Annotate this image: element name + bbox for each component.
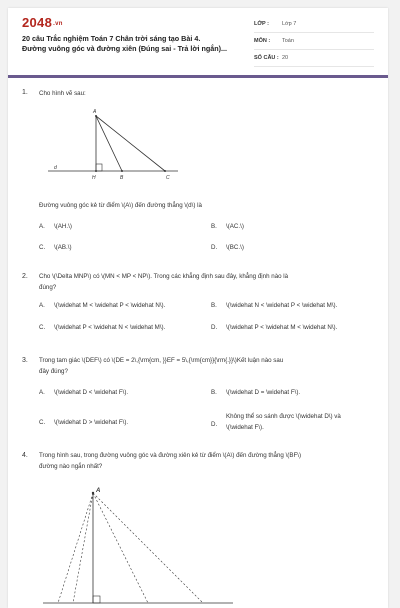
option-c-letter[interactable]: C. bbox=[39, 324, 46, 331]
option-d-text-line2[interactable]: \(\widehat F\). bbox=[226, 424, 264, 431]
right-angle-mark bbox=[96, 164, 102, 171]
option-a-letter[interactable]: A. bbox=[39, 302, 45, 309]
option-d-letter[interactable]: D. bbox=[211, 324, 218, 331]
question-text-line1: Cho \(\Delta MNP\) có \(MN < MP < NP\). Trong các khẳng định sau đây, khẳng định nào là bbox=[39, 273, 289, 280]
meta-key-class: LỚP : bbox=[254, 21, 269, 27]
question-text-line1: Trong tam giác \(DEF\) có \(DE = 2\,{\rm{cm, }}EF = 5\,{\rm{cm}}{\rm{.}}\)Kết luận nào sau bbox=[39, 357, 284, 364]
segment-AB bbox=[58, 493, 93, 603]
question-number: 2. bbox=[22, 273, 28, 280]
document-title-line1: 20 câu Trắc nghiệm Toán 7 Chân trời sáng tạo Bài 4. bbox=[22, 34, 201, 43]
option-b-letter[interactable]: B. bbox=[211, 389, 217, 396]
point-H bbox=[95, 170, 97, 172]
point-A bbox=[95, 115, 97, 117]
meta-value-class: Lớp 7 bbox=[282, 21, 297, 27]
point-B bbox=[121, 170, 123, 172]
segment-AC bbox=[73, 493, 93, 603]
figure-q4 bbox=[38, 483, 238, 608]
meta-value-subject: Toán bbox=[282, 38, 294, 44]
document-meta bbox=[254, 16, 374, 67]
question-number: 4. bbox=[22, 452, 28, 459]
logo-suffix: .vn bbox=[53, 20, 63, 27]
option-b-letter[interactable]: B. bbox=[211, 302, 217, 309]
option-d-text-line1[interactable]: Không thể so sánh được \(\widehat D\) và bbox=[226, 413, 341, 420]
option-b-text[interactable]: \(AC.\) bbox=[226, 223, 244, 230]
option-c-letter[interactable]: C. bbox=[39, 244, 46, 251]
logo-text: 2048 bbox=[22, 15, 53, 30]
option-c-letter[interactable]: C. bbox=[39, 419, 46, 426]
question-text-line1: Trong hình sau, trong đường vuông góc và đường xiên kẻ từ điểm \(A\) đến đường thẳng \(BF\) bbox=[39, 452, 302, 459]
option-b-text[interactable]: \(\widehat N < \widehat P < \widehat M\). bbox=[226, 302, 338, 309]
meta-value-count: 20 bbox=[282, 55, 289, 61]
question-text-line2: đúng? bbox=[39, 284, 57, 291]
meta-row-subject bbox=[254, 33, 374, 50]
option-d-text[interactable]: \(\widehat P < \widehat M < \widehat N\). bbox=[226, 324, 338, 331]
document-title-line2: Đường vuông góc và đường xiên (Đúng sai - Trả lời ngắn)... bbox=[22, 44, 228, 53]
question-number: 3. bbox=[22, 357, 28, 364]
header-divider bbox=[8, 75, 388, 78]
option-a-letter[interactable]: A. bbox=[39, 389, 45, 396]
option-b-text[interactable]: \(\widehat D = \widehat F\). bbox=[226, 389, 301, 396]
option-d-letter[interactable]: D. bbox=[211, 421, 218, 428]
option-b-letter[interactable]: B. bbox=[211, 223, 217, 230]
question-statement: Đường vuông góc kẻ từ điểm \(A\) đến đường thẳng \(d\) là bbox=[39, 202, 202, 209]
option-c-text[interactable]: \(AB.\) bbox=[54, 244, 72, 251]
point-C bbox=[164, 170, 166, 172]
option-a-text[interactable]: \(\widehat M < \widehat P < \widehat N\). bbox=[54, 302, 166, 309]
option-c-text[interactable]: \(\widehat P < \widehat N < \widehat M\). bbox=[54, 324, 166, 331]
segment-AB bbox=[96, 116, 122, 171]
label-B: B bbox=[120, 175, 124, 181]
option-a-text[interactable]: \(AH.\) bbox=[54, 223, 72, 230]
meta-key-count: SỐ CÂU : bbox=[254, 55, 279, 61]
question-text-line2: đây đúng? bbox=[39, 368, 68, 375]
segment-AF bbox=[93, 493, 203, 603]
label-A: A bbox=[96, 488, 101, 494]
question-number: 1. bbox=[22, 89, 28, 96]
option-d-text[interactable]: \(BC.\) bbox=[226, 244, 244, 251]
option-a-letter[interactable]: A. bbox=[39, 223, 45, 230]
option-a-text[interactable]: \(\widehat D < \widehat F\). bbox=[54, 389, 129, 396]
site-logo[interactable] bbox=[22, 15, 63, 30]
figure-q1 bbox=[38, 108, 188, 183]
document-title bbox=[22, 34, 247, 54]
label-A: A bbox=[93, 109, 97, 115]
option-d-letter[interactable]: D. bbox=[211, 244, 218, 251]
label-C: C bbox=[166, 175, 170, 181]
meta-row-class bbox=[254, 16, 374, 33]
document-page bbox=[8, 8, 388, 608]
document-header bbox=[8, 8, 388, 74]
question-text: Cho hình vẽ sau: bbox=[39, 90, 86, 97]
label-H: H bbox=[92, 175, 96, 181]
segment-AE bbox=[93, 493, 148, 603]
point-A bbox=[92, 492, 94, 494]
segment-AC bbox=[96, 116, 165, 171]
meta-key-subject: MÔN : bbox=[254, 38, 271, 44]
option-c-text[interactable]: \(\widehat D > \widehat F\). bbox=[54, 419, 129, 426]
label-d: d bbox=[54, 165, 57, 171]
question-text-line2: đường nào ngắn nhất? bbox=[39, 463, 103, 470]
meta-row-count bbox=[254, 50, 374, 67]
